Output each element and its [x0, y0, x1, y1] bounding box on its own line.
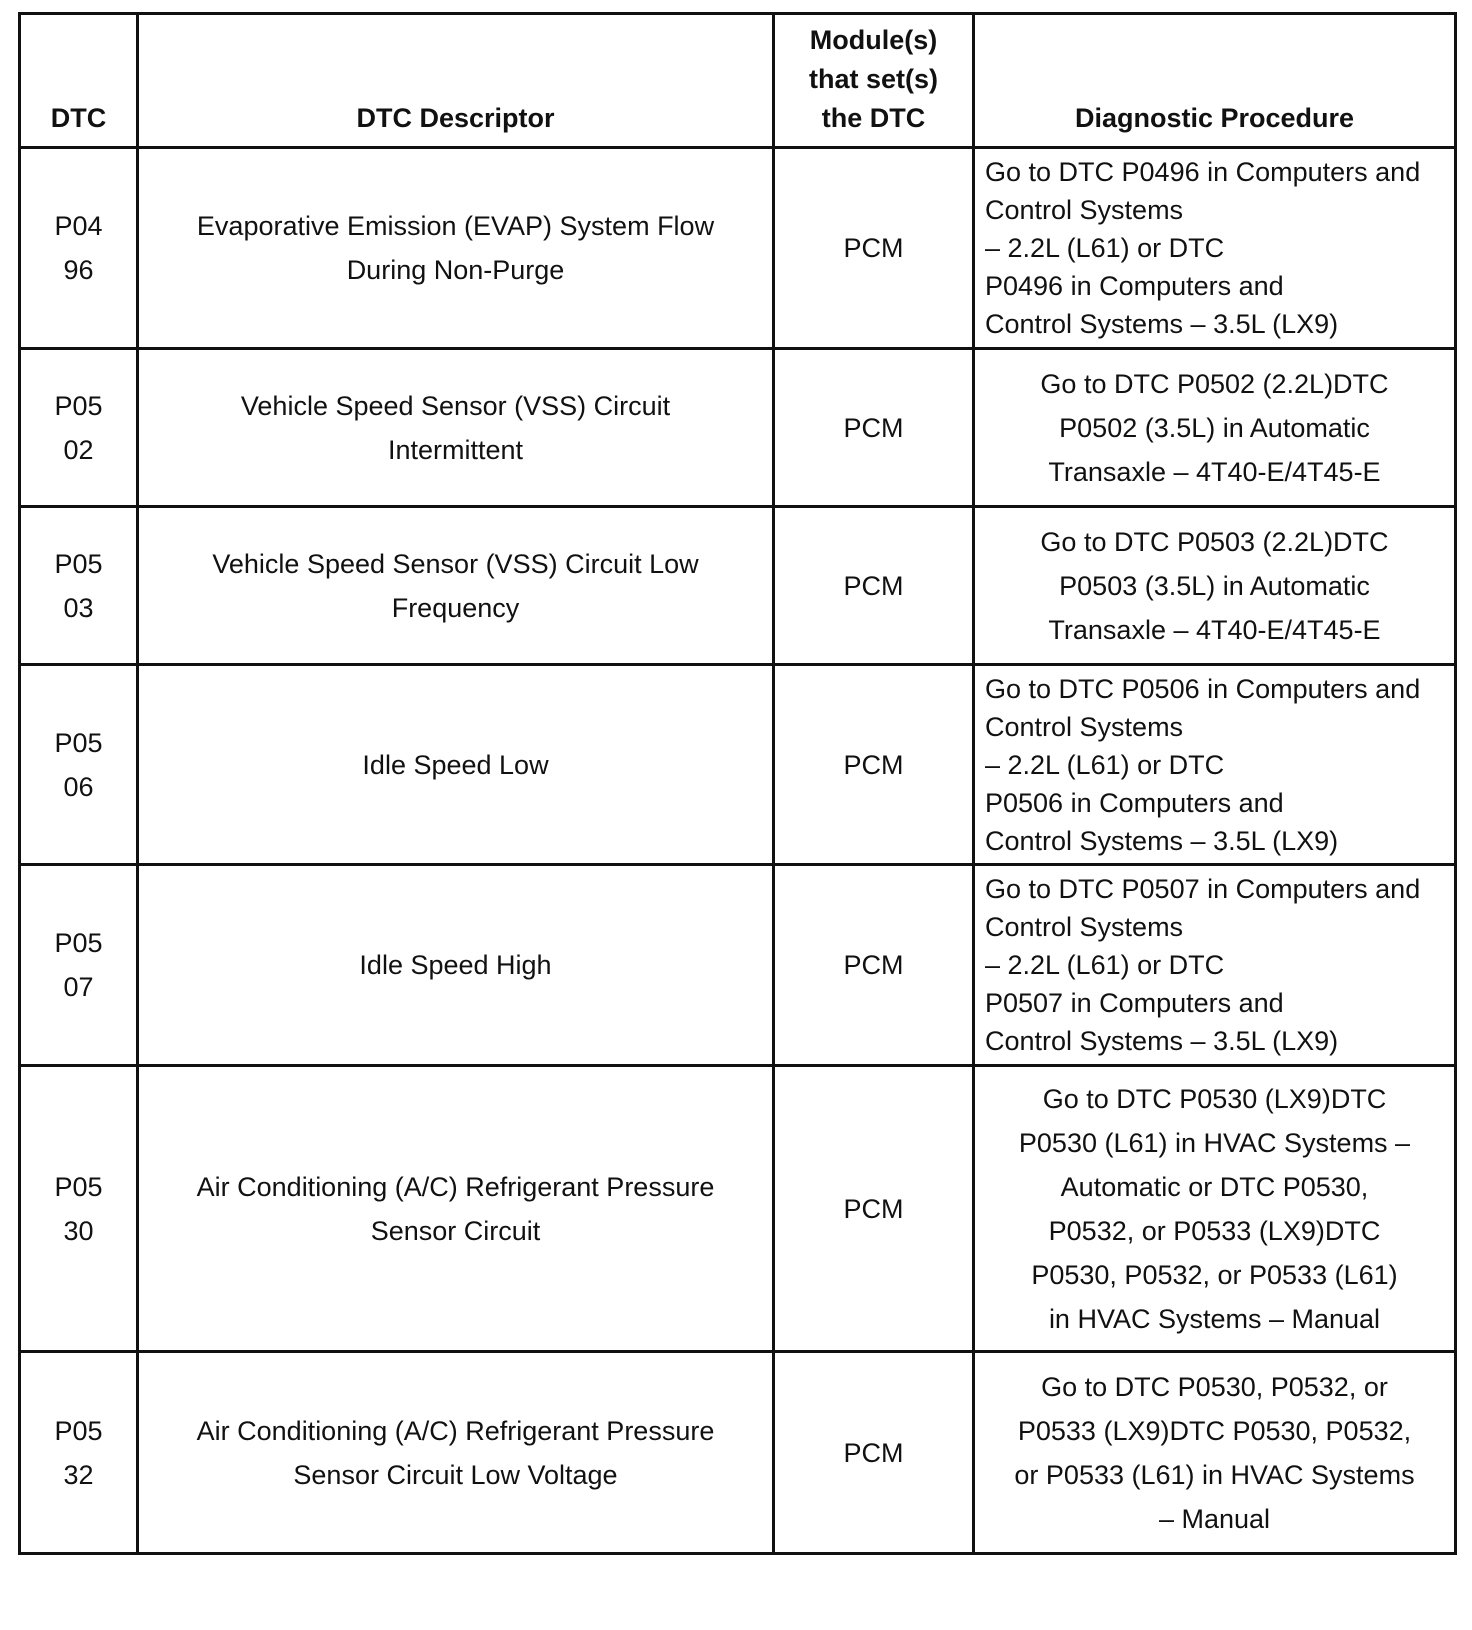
procedure-line: P0533 (LX9)DTC P0530, P0532, — [1017, 1415, 1412, 1446]
procedure-line: Automatic or DTC P0530, — [1060, 1171, 1369, 1202]
dtc-procedure — [974, 665, 1456, 865]
procedure-line: Control Systems – 3.5L (LX9) — [985, 1026, 1339, 1056]
header-module-line: the DTC — [821, 103, 926, 133]
procedure-line: – Manual — [1158, 1503, 1271, 1534]
dtc-code-line: P05 — [54, 1415, 103, 1446]
procedure-line: P0507 in Computers and — [985, 988, 1284, 1018]
header-row — [20, 14, 1456, 148]
dtc-code-line: P04 — [54, 211, 103, 241]
table-row — [20, 349, 1456, 507]
dtc-descriptor — [138, 349, 774, 507]
dtc-code — [20, 1066, 138, 1352]
header-module-line: Module(s) — [809, 25, 938, 55]
procedure-line: Transaxle – 4T40-E/4T45-E — [1048, 456, 1381, 487]
dtc-table — [18, 12, 1457, 1555]
dtc-procedure — [974, 507, 1456, 665]
procedure-line: P0530 (L61) in HVAC Systems – — [1018, 1127, 1411, 1158]
dtc-code-line: P05 — [54, 727, 103, 758]
procedure-line: P0502 (3.5L) in Automatic — [1059, 412, 1370, 443]
procedure-line: – 2.2L (L61) or DTC — [985, 950, 1225, 980]
procedure-line: Control Systems — [985, 195, 1184, 225]
header-module-line: that set(s) — [808, 64, 938, 94]
dtc-descriptor — [138, 865, 774, 1066]
procedure-line: Control Systems — [985, 912, 1184, 942]
procedure-line: Go to DTC P0530 (LX9)DTC — [1042, 1083, 1387, 1114]
dtc-code-line: P05 — [54, 1171, 103, 1202]
table-row — [20, 865, 1456, 1066]
descriptor-line: Sensor Circuit — [370, 1215, 541, 1246]
descriptor-line: Intermittent — [387, 434, 524, 465]
descriptor-line: Vehicle Speed Sensor (VSS) Circuit Low — [212, 548, 699, 579]
dtc-procedure — [974, 1066, 1456, 1352]
dtc-code-line: 02 — [63, 434, 94, 465]
dtc-module: PCM — [774, 1352, 974, 1554]
header-dtc: DTC — [20, 14, 138, 148]
dtc-module: PCM — [774, 349, 974, 507]
dtc-code — [20, 665, 138, 865]
dtc-module: PCM — [774, 665, 974, 865]
dtc-procedure — [974, 349, 1456, 507]
dtc-code-line: P05 — [54, 928, 103, 958]
dtc-code — [20, 865, 138, 1066]
descriptor-line: Idle Speed Low — [362, 749, 549, 780]
table-row — [20, 507, 1456, 665]
procedure-line: Control Systems – 3.5L (LX9) — [985, 825, 1339, 856]
dtc-code-line: 06 — [63, 771, 94, 802]
dtc-code-line: 30 — [63, 1215, 94, 1246]
dtc-descriptor — [138, 1352, 774, 1554]
procedure-line: Transaxle – 4T40-E/4T45-E — [1048, 614, 1381, 645]
procedure-line: – 2.2L (L61) or DTC — [985, 749, 1225, 780]
dtc-code — [20, 1352, 138, 1554]
dtc-descriptor — [138, 507, 774, 665]
dtc-code — [20, 507, 138, 665]
descriptor-line: Idle Speed High — [359, 950, 552, 980]
dtc-module: PCM — [774, 1066, 974, 1352]
dtc-procedure — [974, 1352, 1456, 1554]
procedure-line: Go to DTC P0506 in Computers and — [985, 673, 1421, 704]
dtc-code — [20, 148, 138, 349]
descriptor-line: Evaporative Emission (EVAP) System Flow — [196, 211, 715, 241]
header-module — [774, 14, 974, 148]
dtc-code-line: 96 — [63, 255, 94, 285]
dtc-module: PCM — [774, 865, 974, 1066]
procedure-line: Go to DTC P0502 (2.2L)DTC — [1040, 368, 1389, 399]
dtc-procedure — [974, 865, 1456, 1066]
dtc-descriptor — [138, 148, 774, 349]
dtc-code-line: 32 — [63, 1459, 94, 1490]
dtc-code-line: 03 — [63, 592, 94, 623]
table-row — [20, 1066, 1456, 1352]
dtc-module: PCM — [774, 148, 974, 349]
descriptor-line: Air Conditioning (A/C) Refrigerant Pressure — [196, 1171, 715, 1202]
dtc-code-line: 07 — [63, 972, 94, 1002]
procedure-line: in HVAC Systems – Manual — [1048, 1303, 1381, 1334]
procedure-line: Control Systems – 3.5L (LX9) — [985, 309, 1339, 339]
procedure-line: or P0533 (L61) in HVAC Systems — [1014, 1459, 1415, 1490]
dtc-descriptor — [138, 1066, 774, 1352]
procedure-line: Control Systems — [985, 711, 1184, 742]
procedure-line: P0496 in Computers and — [985, 271, 1284, 301]
dtc-code-line: P05 — [54, 390, 103, 421]
descriptor-line: Sensor Circuit Low Voltage — [293, 1459, 618, 1490]
procedure-line: P0532, or P0533 (LX9)DTC — [1048, 1215, 1381, 1246]
procedure-line: Go to DTC P0530, P0532, or — [1041, 1371, 1388, 1402]
procedure-line: P0530, P0532, or P0533 (L61) — [1031, 1259, 1398, 1290]
dtc-module: PCM — [774, 507, 974, 665]
dtc-procedure — [974, 148, 1456, 349]
header-procedure: Diagnostic Procedure — [974, 14, 1456, 148]
descriptor-line: Frequency — [391, 592, 520, 623]
table-row — [20, 1352, 1456, 1554]
procedure-line: – 2.2L (L61) or DTC — [985, 233, 1225, 263]
descriptor-line: During Non-Purge — [346, 255, 565, 285]
header-descriptor: DTC Descriptor — [138, 14, 774, 148]
procedure-line: Go to DTC P0507 in Computers and — [985, 874, 1421, 904]
procedure-line: Go to DTC P0496 in Computers and — [985, 157, 1421, 187]
dtc-code — [20, 349, 138, 507]
dtc-descriptor — [138, 665, 774, 865]
table-row — [20, 148, 1456, 349]
procedure-line: P0506 in Computers and — [985, 787, 1284, 818]
descriptor-line: Air Conditioning (A/C) Refrigerant Pressure — [196, 1415, 715, 1446]
procedure-line: P0503 (3.5L) in Automatic — [1059, 570, 1370, 601]
procedure-line: Go to DTC P0503 (2.2L)DTC — [1040, 526, 1389, 557]
dtc-code-line: P05 — [54, 548, 103, 579]
table-row — [20, 665, 1456, 865]
descriptor-line: Vehicle Speed Sensor (VSS) Circuit — [240, 390, 671, 421]
